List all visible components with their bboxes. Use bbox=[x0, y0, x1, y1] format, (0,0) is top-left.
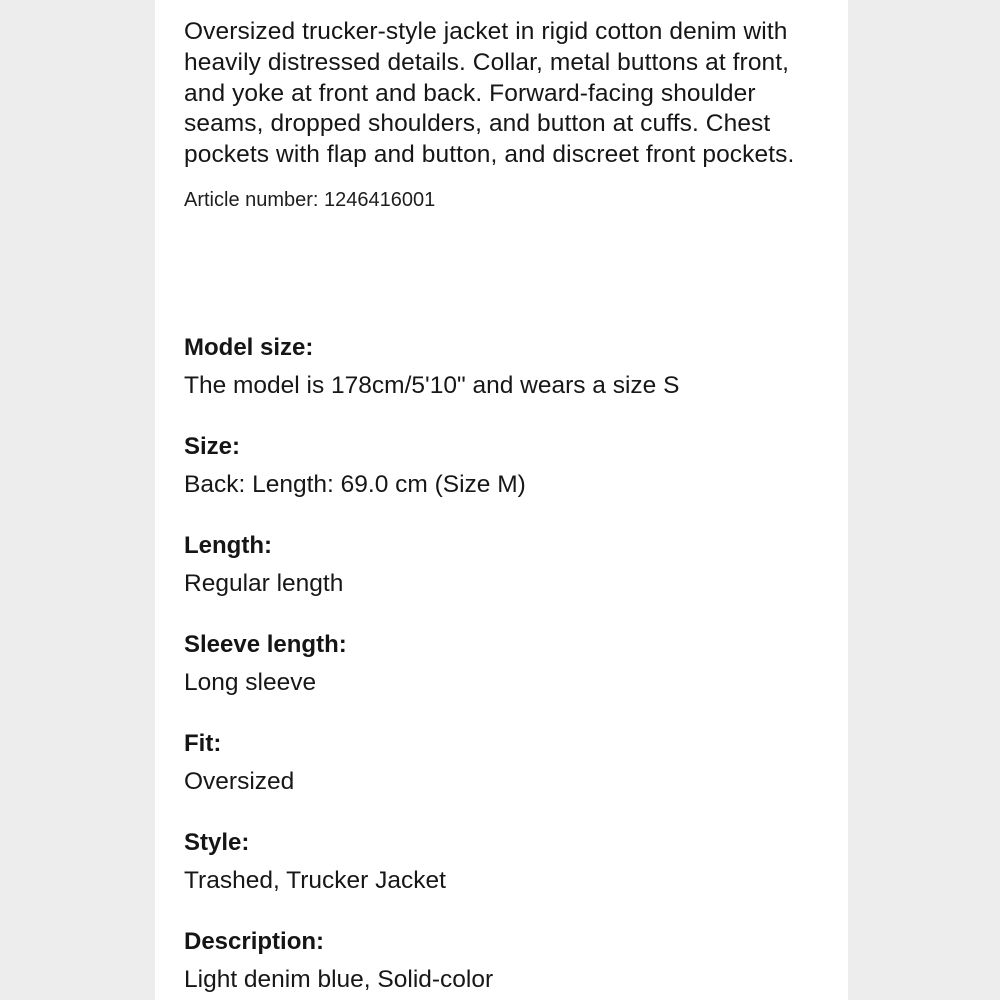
attribute-label: Fit: bbox=[184, 730, 222, 757]
attribute-fit bbox=[184, 727, 824, 826]
attribute-label: Length: bbox=[184, 532, 272, 559]
attribute-value: Oversized bbox=[184, 768, 295, 795]
attribute-value: Trashed, Trucker Jacket bbox=[184, 867, 446, 894]
attribute-size bbox=[184, 430, 824, 529]
attribute-value: Light denim blue, Solid-color bbox=[184, 966, 494, 993]
attribute-description bbox=[184, 925, 824, 1000]
attribute-model-size bbox=[184, 331, 824, 430]
attribute-value: Regular length bbox=[184, 570, 344, 597]
attribute-label: Sleeve length: bbox=[184, 631, 347, 658]
article-number: Article number: 1246416001 bbox=[184, 188, 436, 211]
attribute-style bbox=[184, 826, 824, 925]
attribute-sleeve-length bbox=[184, 628, 824, 727]
attribute-label: Size: bbox=[184, 433, 241, 460]
attribute-value: The model is 178cm/5'10" and wears a size S bbox=[184, 372, 680, 399]
attribute-value: Back: Length: 69.0 cm (Size M) bbox=[184, 471, 526, 498]
attribute-label: Model size: bbox=[184, 334, 314, 361]
product-description-text: Oversized trucker-style jacket in rigid cotton denim with heavily distressed details. Collar, metal buttons at front, and yoke at front and back. Forward-facing shoulder seams, dropped shoulders, and button at cuffs. Chest pockets with flap and button, and discreet front pockets. bbox=[184, 18, 795, 169]
attribute-length bbox=[184, 529, 824, 628]
attribute-label: Style: bbox=[184, 829, 250, 856]
attribute-value: Long sleeve bbox=[184, 669, 317, 696]
product-attributes-list bbox=[184, 331, 824, 1000]
attribute-label: Description: bbox=[184, 928, 325, 955]
product-description-section bbox=[184, 17, 824, 214]
